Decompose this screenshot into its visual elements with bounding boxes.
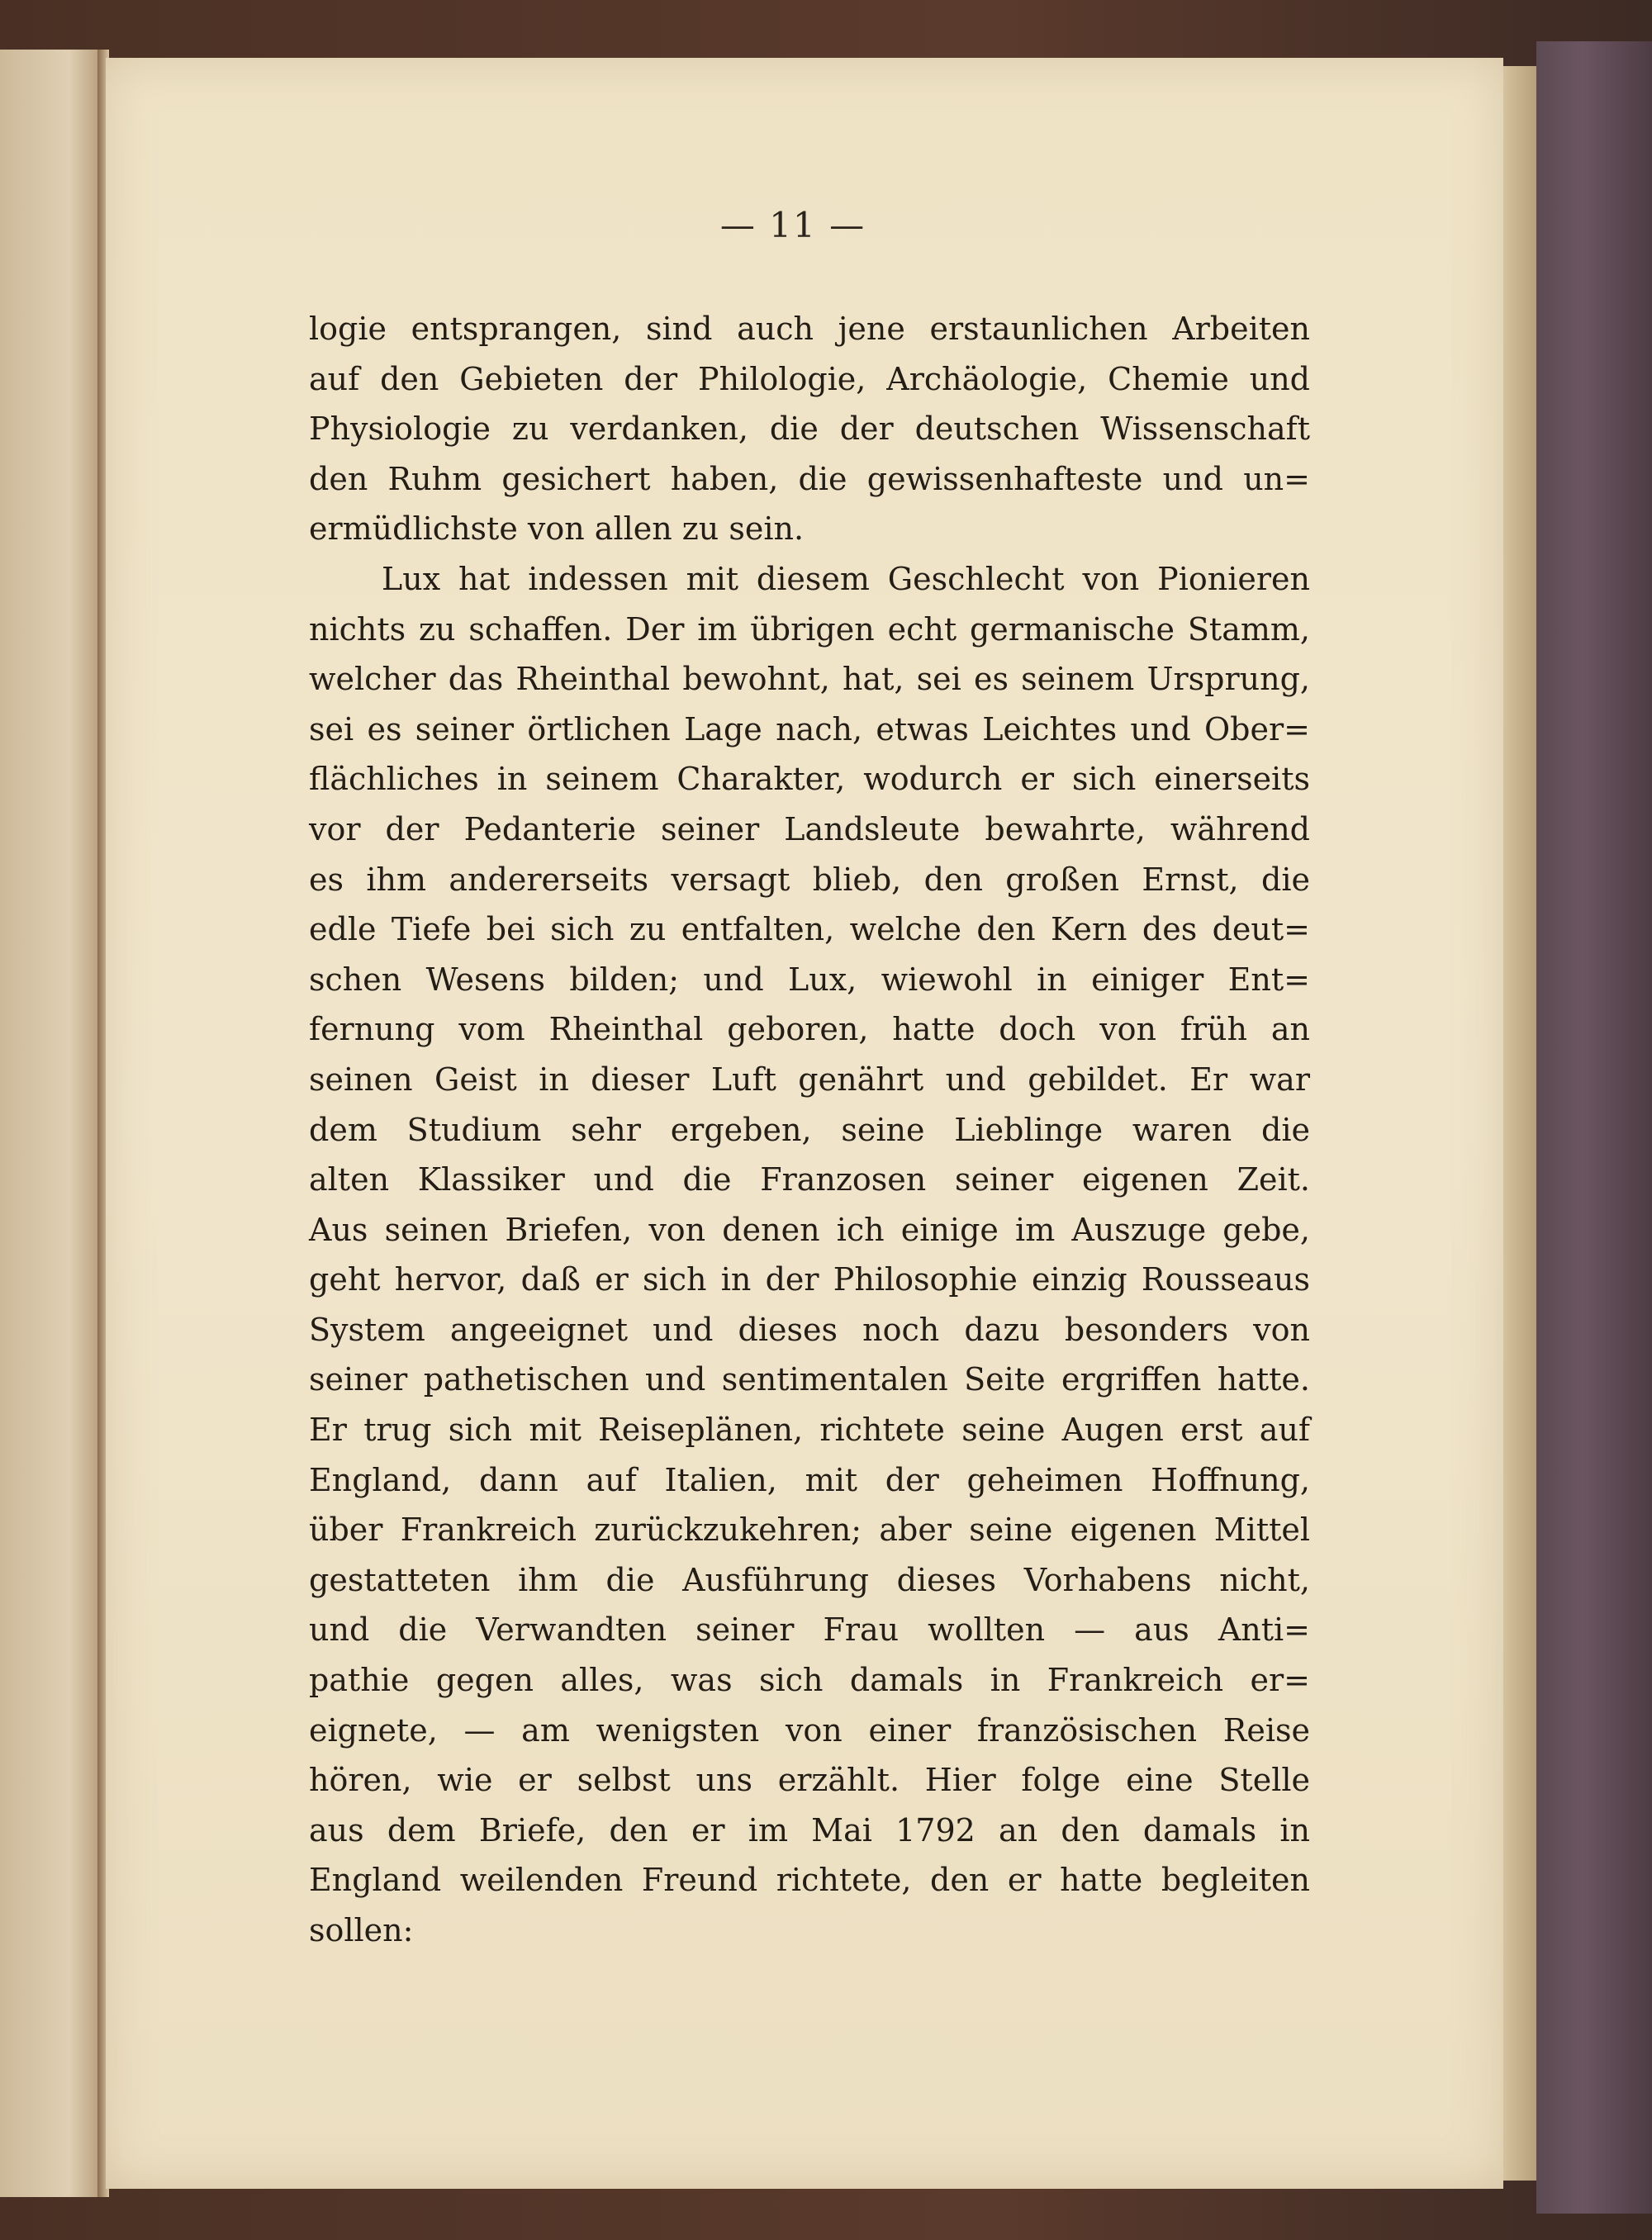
paragraph-start-line: Lux hat indessen mit diesem Geschlecht von Pionieren: [382, 560, 1310, 597]
body-text: [309, 304, 1310, 1956]
text-line: flächliches in seinem Charakter, wodurch er sich einerseits: [309, 761, 1310, 798]
text-line: hören, wie er selbst uns erzählt. Hier folge eine Stelle: [309, 1762, 1310, 1799]
text-line: ermüdlichste von allen zu sein.: [309, 510, 805, 548]
text-line: vor der Pedanterie seiner Landsleute bewahrte, während: [309, 810, 1310, 847]
text-line: England, dann auf Italien, mit der geheimen Hoffnung,: [309, 1461, 1310, 1498]
text-line: System angeeignet und dieses noch dazu besonders von: [309, 1311, 1310, 1348]
text-line: welcher das Rheinthal bewohnt, hat, sei es seinem Ursprung,: [309, 661, 1310, 698]
text-line: geht hervor, daß er sich in der Philosophie einzig Rousseaus: [309, 1261, 1310, 1298]
text-line: sollen:: [309, 1912, 414, 1948]
text-line: aus dem Briefe, den er im Mai 1792 an den damals in: [309, 1811, 1310, 1848]
text-line: seinen Geist in dieser Luft genährt und gebildet. Er war: [309, 1061, 1310, 1098]
text-line: pathie gegen alles, was sich damals in Frankreich er=: [309, 1662, 1310, 1699]
text-line: über Frankreich zurückzukehren; aber seine eigenen Mittel: [309, 1512, 1310, 1549]
text-line: gestatteten ihm die Ausführung dieses Vorhabens nicht,: [309, 1561, 1310, 1598]
text-line: schen Wesens bilden; und Lux, wiewohl in einiger Ent=: [309, 961, 1310, 998]
text-line: sei es seiner örtlichen Lage nach, etwas Leichtes und Ober=: [309, 710, 1310, 747]
text-line: logie entsprangen, sind auch jene erstaunlichen Arbeiten: [309, 311, 1310, 347]
text-line: auf den Gebieten der Philologie, Archäologie, Chemie und: [309, 360, 1310, 397]
text-line: dem Studium sehr ergeben, seine Lieblinge waren die: [309, 1111, 1310, 1148]
text-line: Aus seinen Briefen, von denen ich einige im Auszuge gebe,: [309, 1211, 1310, 1248]
left-page-edge: [0, 50, 99, 2197]
text-line: alten Klassiker und die Franzosen seiner eigenen Zeit.: [309, 1161, 1310, 1198]
text-line: nichts zu schaffen. Der im übrigen echt germanische Stamm,: [309, 610, 1310, 648]
text-line: fernung vom Rheinthal geboren, hatte doch von früh an: [309, 1011, 1310, 1048]
page-number: — 11 —: [719, 205, 866, 245]
text-line: Physiologie zu verdanken, die der deutschen Wissenschaft: [309, 411, 1310, 448]
page-stack-edge: [1503, 66, 1536, 2181]
text-line: edle Tiefe bei sich zu entfalten, welche den Kern des deut=: [309, 911, 1310, 948]
text-line: Er trug sich mit Reiseplänen, richtete seine Augen erst auf: [309, 1412, 1310, 1449]
text-line: eignete, — am wenigsten von einer französischen Reise: [309, 1711, 1310, 1749]
text-line: und die Verwandten seiner Frau wollten — aus Anti=: [309, 1611, 1310, 1649]
text-line: seiner pathetischen und sentimentalen Seite ergriffen hatte.: [309, 1361, 1310, 1398]
book-cover-edge: [1536, 41, 1652, 2214]
text-line: es ihm andererseits versagt blieb, den großen Ernst, die: [309, 861, 1310, 898]
text-line: England weilenden Freund richtete, den er hatte begleiten: [309, 1862, 1310, 1899]
text-line: den Ruhm gesichert haben, die gewissenhafteste und un=: [309, 460, 1310, 497]
